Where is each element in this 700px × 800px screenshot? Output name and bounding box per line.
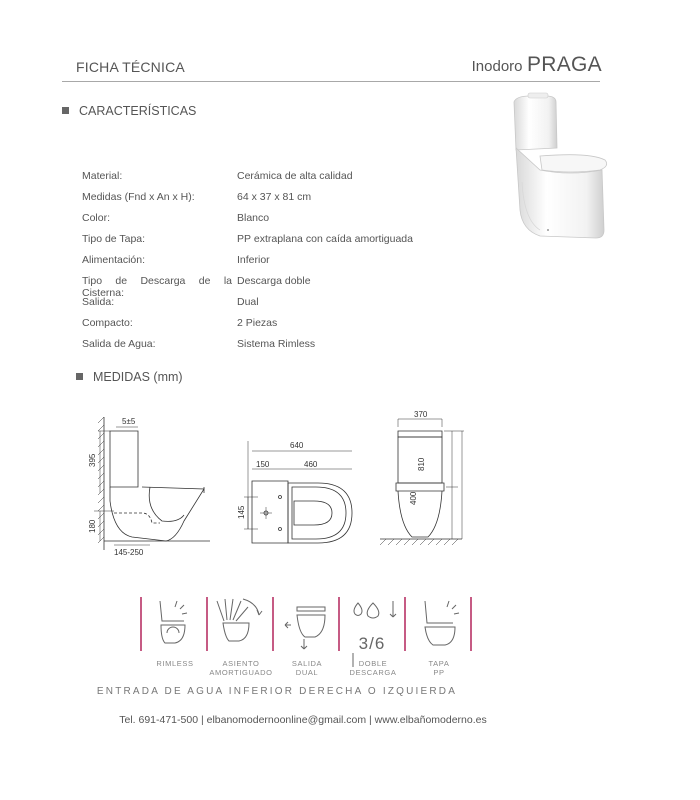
dim-top-height: 145	[237, 505, 246, 519]
bullet-square-icon	[76, 373, 83, 380]
spec-value: PP extraplana con caída amortiguada	[237, 233, 413, 245]
spec-value: Descarga doble	[237, 275, 311, 287]
dim-side-height-tank: 395	[88, 453, 97, 467]
spec-value: Inferior	[237, 254, 270, 266]
feature-label-pp-lid	[404, 659, 474, 677]
spec-label: Salida de Agua:	[82, 338, 156, 350]
dim-top-inlet: 150	[256, 460, 270, 469]
header-divider	[62, 81, 600, 82]
dim-side-bottom-range: 145-250	[114, 548, 144, 557]
footer-web[interactable]: www.elbañomoderno.es	[374, 714, 487, 726]
spec-row-outlet	[82, 296, 502, 314]
product-kind: Inodoro	[471, 58, 523, 75]
spec-row-lid-type	[82, 233, 502, 251]
bullet-square-icon	[62, 107, 69, 114]
spec-label: Tipo de Tapa:	[82, 233, 146, 245]
characteristics-heading-text: CARACTERÍSTICAS	[79, 104, 197, 118]
footer-separator: |	[366, 714, 375, 726]
feature-label-dual-outlet	[272, 659, 342, 677]
water-inlet-note: ENTRADA DE AGUA INFERIOR DERECHA O IZQUIERDA	[96, 686, 458, 697]
spec-label: Compacto:	[82, 317, 133, 329]
product-title	[472, 53, 602, 77]
feature-label-text: SALIDA DUAL	[291, 659, 323, 677]
top-view-drawing	[244, 441, 352, 543]
toilet-photo	[500, 90, 620, 250]
measures-heading	[76, 370, 183, 384]
spec-value: 64 x 37 x 81 cm	[237, 191, 312, 203]
spec-label: Material:	[82, 170, 123, 182]
spec-row-material	[82, 170, 502, 188]
pp-lid-icon	[425, 601, 459, 645]
side-view-drawing	[94, 417, 210, 550]
footer-phone: Tel. 691-471-500	[119, 714, 199, 726]
spec-label: Tipo de Descarga de la Cisterna:	[82, 275, 232, 299]
technical-drawings	[80, 405, 480, 560]
spec-value: Sistema Rimless	[237, 338, 316, 350]
spec-label: Medidas (Fnd x An x H):	[82, 191, 195, 203]
rimless-icon	[160, 601, 187, 643]
dim-top-depth: 640	[290, 441, 304, 450]
dim-top-bowl: 460	[304, 460, 318, 469]
spec-row-dimensions	[82, 191, 502, 209]
feature-separators	[141, 597, 471, 651]
spec-value: 2 Piezas	[237, 317, 278, 329]
feature-label-text: RIMLESS	[156, 659, 194, 668]
spec-row-flush-type	[82, 275, 502, 299]
measures-heading-text: MEDIDAS (mm)	[93, 370, 183, 384]
feature-label-text: DOBLE DESCARGA	[349, 659, 397, 677]
spec-row-water-outlet	[82, 338, 502, 356]
footer-contact	[0, 714, 606, 726]
feature-label-rimless	[140, 659, 210, 668]
page-title: FICHA TÉCNICA	[76, 59, 185, 75]
spec-label: Alimentación:	[82, 254, 146, 266]
front-view-drawing	[380, 419, 464, 545]
feature-label-text: ASIENTO AMORTIGUADO	[209, 659, 273, 677]
feature-label-text: TAPA PP	[428, 659, 450, 677]
dual-outlet-icon	[285, 607, 325, 649]
feature-label-dual-flush	[338, 659, 408, 677]
spec-row-feed	[82, 254, 502, 272]
spec-label: Salida:	[82, 296, 115, 308]
spec-row-compact	[82, 317, 502, 335]
dim-front-height-total: 810	[417, 457, 426, 471]
footer-separator: |	[198, 714, 207, 726]
dual-flush-volumes: 3/6	[358, 634, 386, 653]
characteristics-heading	[62, 104, 196, 118]
spec-value: Cerámica de alta calidad	[237, 170, 353, 182]
spec-row-color	[82, 212, 502, 230]
feature-label-soft-close	[206, 659, 276, 677]
dim-side-height-bottom: 180	[88, 519, 97, 533]
spec-label: Color:	[82, 212, 111, 224]
dim-side-top-offset: 5±5	[122, 417, 136, 426]
dim-front-height-seat: 400	[409, 491, 418, 505]
footer-email[interactable]: elbanomodernoonline@gmail.com	[206, 714, 367, 726]
soft-close-seat-icon	[217, 599, 262, 641]
product-name: PRAGA	[526, 53, 602, 76]
spec-value: Dual	[237, 296, 259, 308]
spec-value: Blanco	[237, 212, 270, 224]
dim-front-width: 370	[414, 410, 428, 419]
